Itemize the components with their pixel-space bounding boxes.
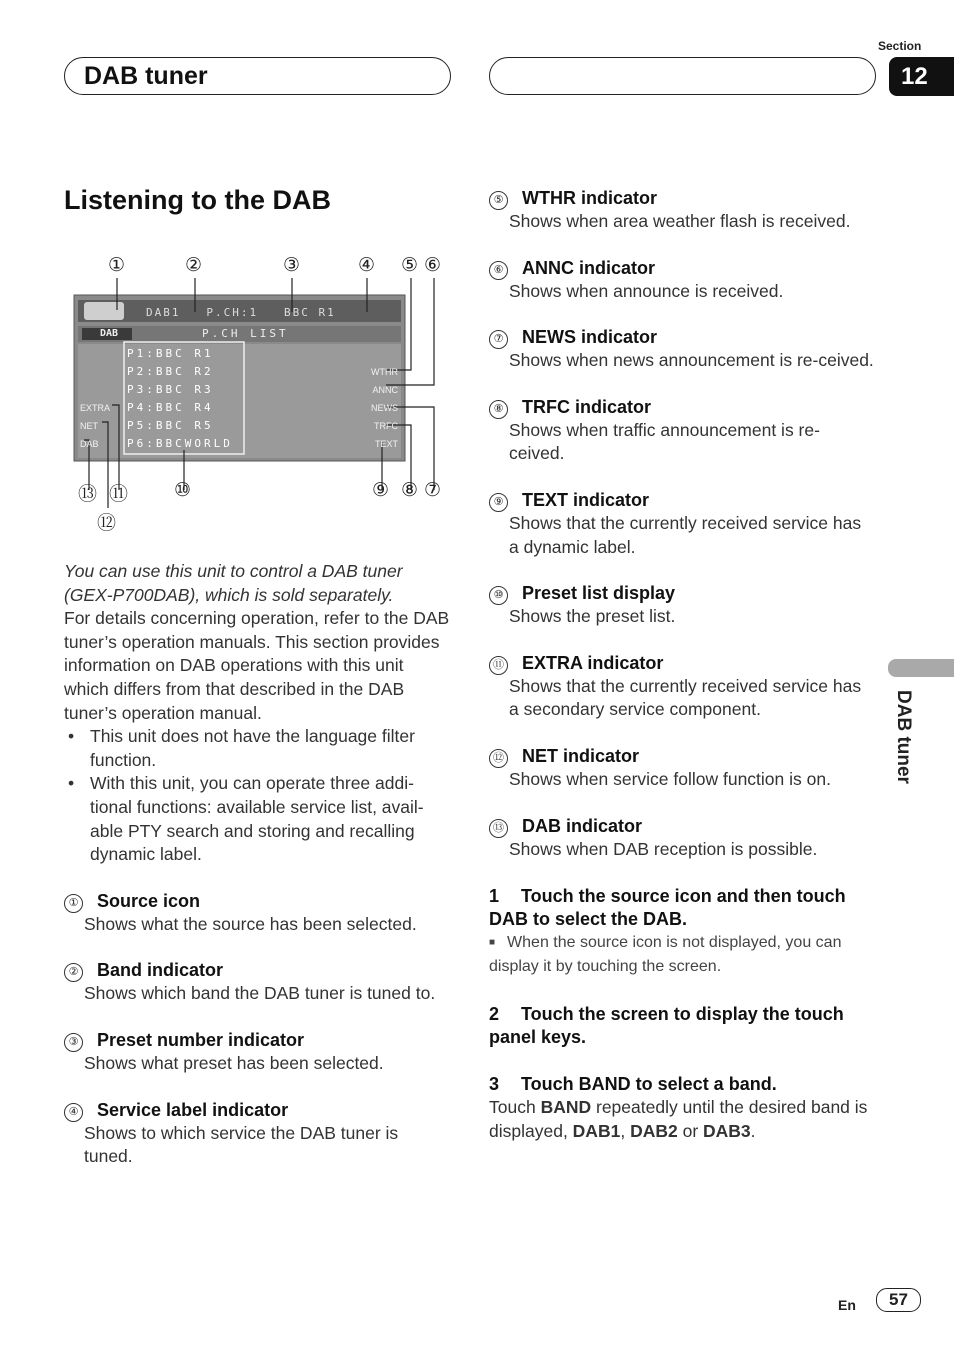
callout-4: ④ [358, 254, 376, 276]
preset-row: P3:BBC R3 [127, 383, 214, 396]
section-number: 12 [889, 57, 954, 96]
screen-top-bar: DAB1 P.CH:1 BBC R1 [146, 306, 336, 319]
intro-bullet: • With this unit, you can operate three addi-tional functions: available service list, avail-able PTY search and storing and recalling dynamic label. [64, 772, 450, 866]
callout-12: ⑫ [97, 512, 117, 534]
callout-9: ⑨ [372, 479, 390, 501]
item-desc: Shows that the currently received service has a dynamic label. [509, 512, 862, 557]
preset-list-display [127, 345, 233, 453]
extra-indicator: EXTRA [80, 403, 111, 413]
item-desc: Shows when area weather flash is received. [509, 211, 851, 231]
callout-2: ② [185, 254, 203, 276]
item-desc: Shows when announce is received. [509, 280, 784, 301]
item-desc: Shows the preset list. [509, 606, 676, 627]
item-term: ③ Preset number indicator [64, 1030, 450, 1052]
callout-3: ③ [283, 254, 301, 276]
item-term: ⑦ NEWS indicator [489, 327, 875, 349]
section-label: Section [878, 39, 922, 53]
callout-6: ⑥ [424, 254, 442, 276]
net-indicator: NET [80, 421, 98, 431]
page-number: 57 [876, 1288, 921, 1312]
item-term: ⑧ TRFC indicator [489, 397, 875, 419]
intro-bullet: • This unit does not have the language filter function. [64, 725, 450, 772]
left-column [64, 560, 450, 1169]
item-term: ② Band indicator [64, 960, 450, 982]
screen-right-indicators [362, 363, 398, 453]
intro-italic: You can use this unit to control a DAB tuner (GEX-P700DAB), which is sold separately. [64, 561, 403, 605]
item-term: ⑪ EXTRA indicator [489, 653, 875, 675]
right-column [489, 188, 875, 1143]
callout-13: ⑬ [78, 483, 98, 505]
item-desc: Shows what preset has been selected. [84, 1052, 384, 1073]
item-desc: Shows which band the DAB tuner is tuned to. [84, 983, 436, 1004]
step-3-title: 3 Touch BAND to select a band. [489, 1074, 777, 1095]
preset-row: P1:BBC R1 [127, 347, 214, 360]
callout-1: ① [108, 254, 126, 276]
language-code: En [838, 1297, 856, 1313]
item-desc: Shows to which service the DAB tuner is tuned. [84, 1122, 399, 1167]
callout-11: ⑪ [109, 483, 129, 505]
dab-screen-figure [64, 250, 454, 535]
item-term: ⑩ Preset list display [489, 583, 875, 605]
callout-8: ⑧ [401, 479, 419, 501]
item-term: ⑫ NET indicator [489, 746, 875, 768]
screen-left-indicators [80, 399, 110, 453]
preset-row: P2:BBC R2 [127, 365, 214, 378]
step-2-title: 2 Touch the screen to display the touch panel keys. [489, 1004, 844, 1048]
header-title: DAB tuner [84, 62, 208, 90]
preset-row: P4:BBC R4 [127, 401, 214, 414]
callout-5: ⑤ [401, 254, 419, 276]
item-term: ⑥ ANNC indicator [489, 258, 875, 280]
step-1-note: ■ When the source icon is not displayed, you can display it by touching the screen. [489, 934, 842, 976]
item-desc: Shows when traffic announcement is re-ceived. [509, 419, 820, 464]
item-desc: Shows when service follow function is on. [509, 768, 831, 789]
preset-row: P5:BBC R5 [127, 419, 214, 432]
news-indicator: NEWS [371, 403, 398, 413]
page-title: Listening to the DAB [64, 185, 331, 215]
annc-indicator: ANNC [372, 385, 398, 395]
item-term: ④ Service label indicator [64, 1100, 450, 1122]
item-term: ⑬ DAB indicator [489, 816, 875, 838]
header-pill-right [489, 57, 876, 95]
item-desc: Shows when news announcement is re-ceived. [509, 350, 874, 371]
side-tab-label: DAB tuner [893, 690, 914, 784]
screen-band: DAB [100, 328, 119, 339]
trfc-indicator: TRFC [374, 421, 398, 431]
step-1-title: 1 Touch the source icon and then touch DAB to select the DAB. [489, 886, 846, 930]
wthr-indicator: WTHR [371, 367, 398, 377]
item-term: ⑤ WTHR indicator [489, 188, 875, 210]
preset-row: P6:BBCWORLD [127, 437, 233, 450]
item-desc: Shows when DAB reception is possible. [509, 838, 818, 859]
item-desc: Shows that the currently received service has a secondary service component. [509, 675, 862, 720]
item-desc: Shows what the source has been selected. [84, 913, 417, 934]
screen-list-header: P.CH LIST [202, 327, 289, 340]
callout-7: ⑦ [424, 479, 442, 501]
step-3-body: Touch BAND repeatedly until the desired band is displayed, DAB1, DAB2 or DAB3. [489, 1097, 868, 1141]
intro-body: For details concerning operation, refer to the DAB tuner’s operation manuals. This section provides information on DAB operations with this unit which differs from that described in the DAB tuner’s operation manual. [64, 608, 450, 723]
item-term: ① Source icon [64, 891, 450, 913]
callout-10: ⑩ [174, 479, 192, 501]
item-term: ⑨ TEXT indicator [489, 490, 875, 512]
text-indicator: TEXT [374, 439, 398, 449]
side-tab-marker [888, 659, 954, 677]
dab-indicator: DAB [80, 439, 99, 449]
